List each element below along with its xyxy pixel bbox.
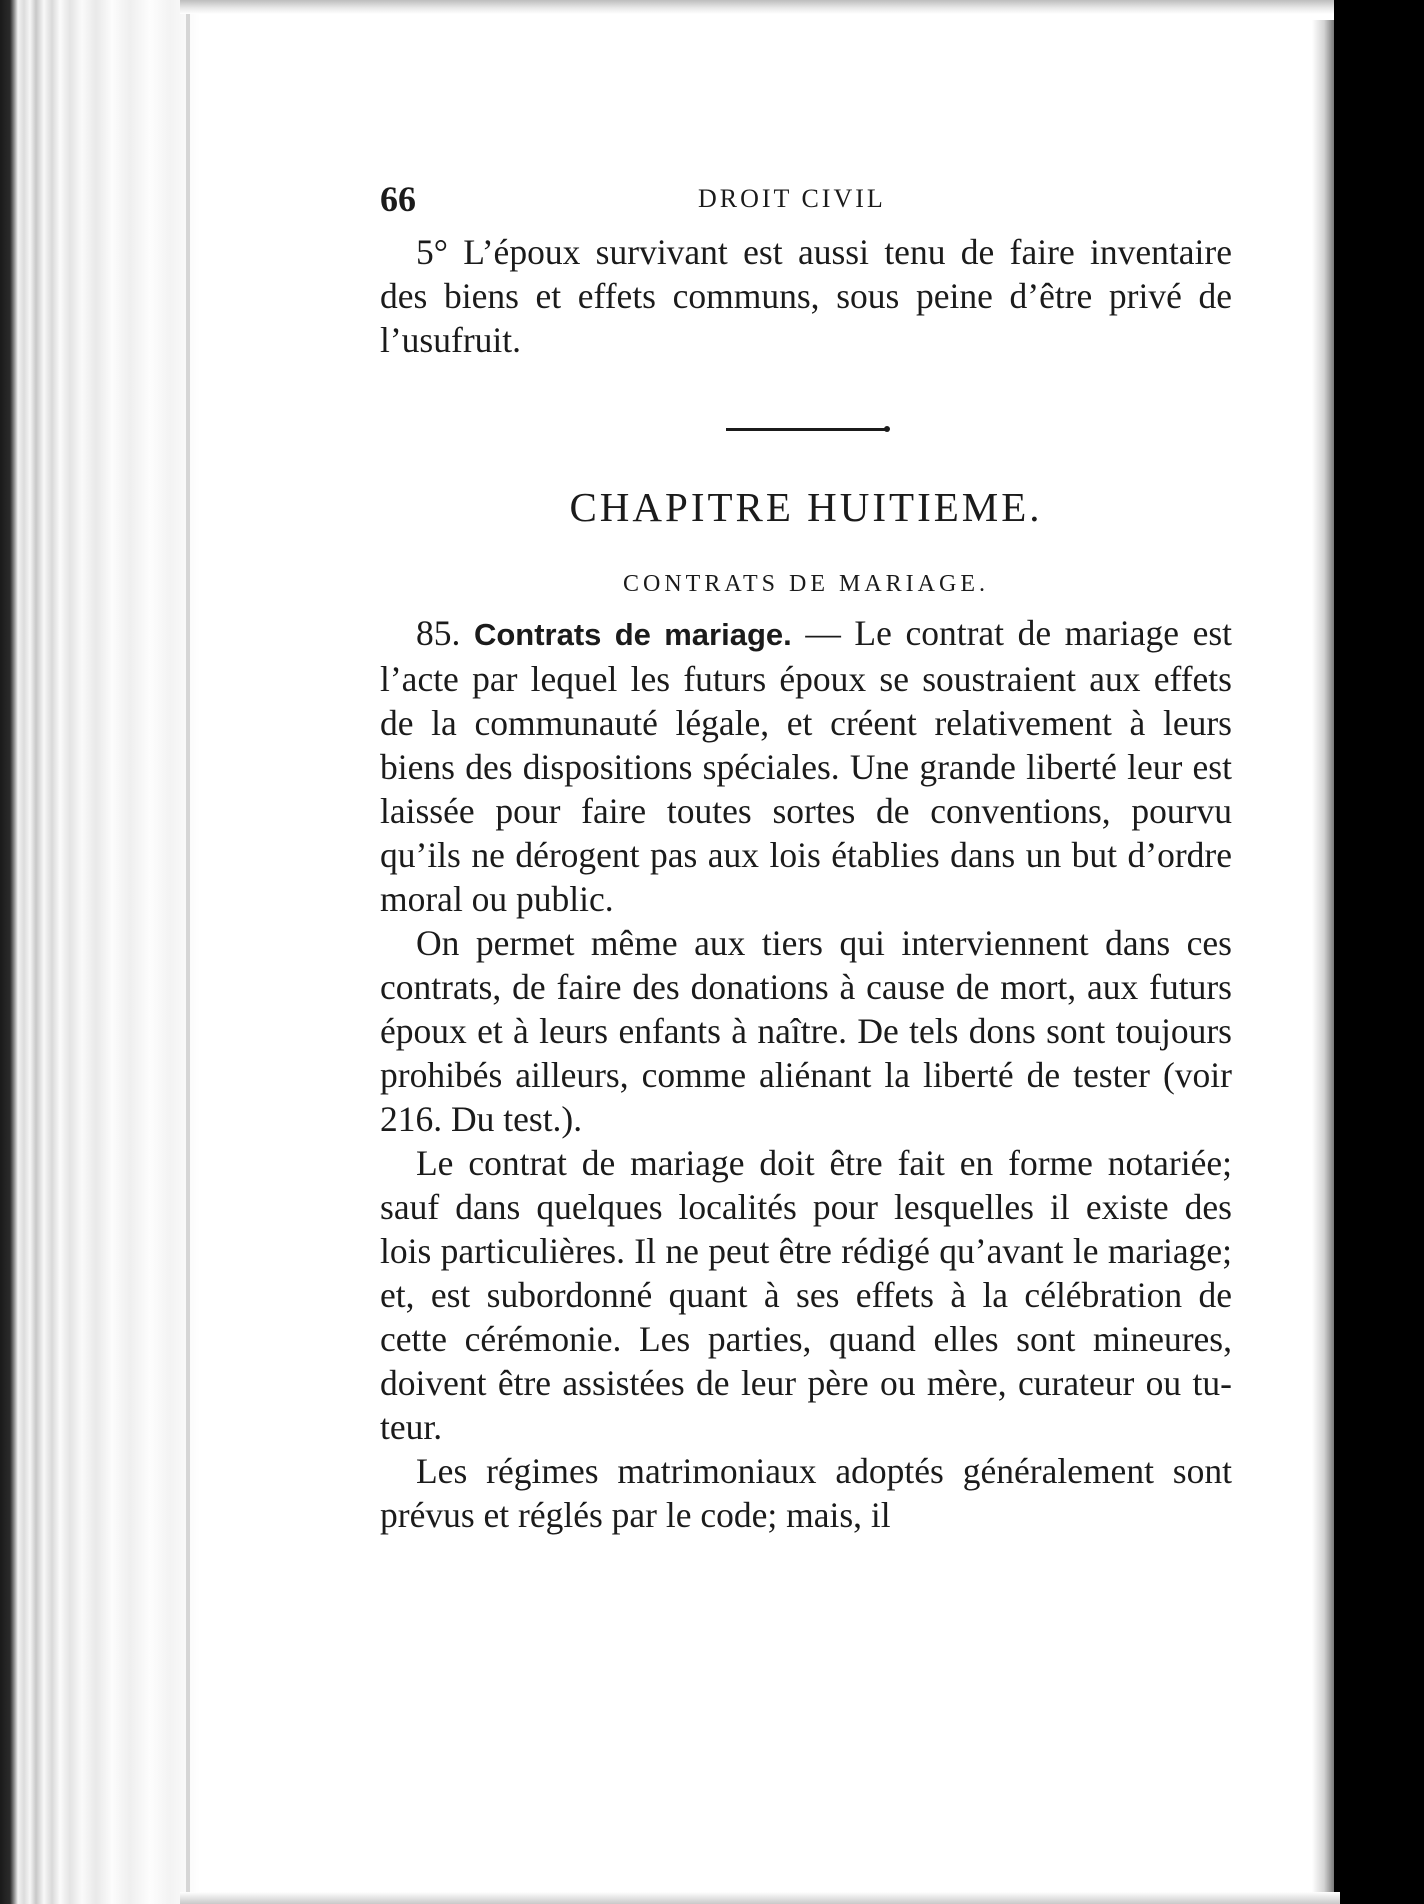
running-head-title: DROIT CIVIL <box>698 184 886 213</box>
page-number: 66 <box>380 179 416 219</box>
page-text <box>380 170 1232 1537</box>
paragraph: Les régimes matrimoniaux adoptés généralement sont prévus et réglés par le code; mais, il <box>380 1451 1232 1535</box>
intro-paragraph: 5° L’époux survivant est aussi tenu de faire inventaire des biens et effets communs, sous peine d’être privé de l’usufruit. <box>380 232 1232 360</box>
article-dash: — <box>791 613 855 653</box>
section-divider <box>726 428 886 431</box>
article-number: 85. <box>416 613 461 653</box>
chapter-subtitle: CONTRATS DE MARIAGE. <box>622 571 989 597</box>
page-edge-line <box>186 0 190 1904</box>
article-paragraph <box>380 611 1232 921</box>
chapter-title: CHAPITRE HUITIEME. <box>569 484 1043 530</box>
article-text: Le contrat de mariage est l’acte par lequel les futurs époux se soustraient aux effets de la communauté légale, et créent relativement à leurs biens des dispositions spéciales. Une grande liberté leur est laissée pour faire toutes sortes de conventions, pourvu qu’ils ne dérogent pas aux lois établies dans un but d’ordre moral ou public. <box>380 613 1233 919</box>
book-edge-left <box>0 0 200 1904</box>
running-head <box>380 170 1232 230</box>
paragraph: Le contrat de mariage doit être fait en forme notariée; sauf dans quelques localités pour lesquelles il existe des lois particulières. Il ne peut être rédigé qu’avant le mariage; et, est subordonné quant à ses effets à la célébration de cette cérémonie. Les parties, quand elles sont mineures, doivent être assistées de leur père ou mère, curateur ou tuteur. <box>380 1143 1232 1447</box>
page-bottom-edge <box>180 1892 1340 1904</box>
article-title: Contrats de mariage. <box>473 617 792 652</box>
scan-gutter-right <box>1334 0 1424 1904</box>
page-top-edge <box>180 0 1340 14</box>
paragraph: On permet même aux tiers qui interviennent dans ces contrats, de faire des donations à cause de mort, aux futurs époux et à leurs enfants à naître. De tels dons sont toujours prohibés ailleurs, comme aliénant la liberté de tester (voir 216. Du test.). <box>380 923 1232 1139</box>
